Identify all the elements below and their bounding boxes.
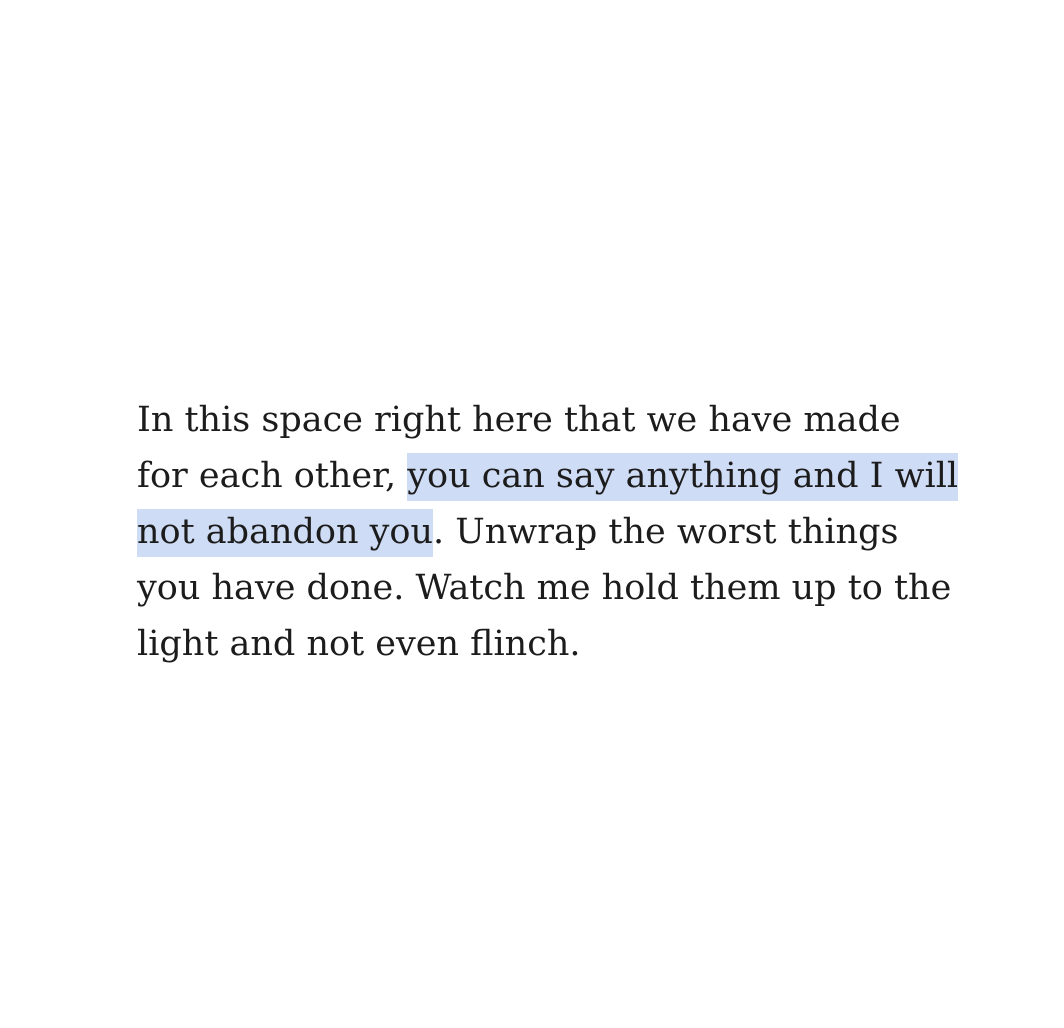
quote-line-1-text: In this space right here that we have made xyxy=(137,400,901,440)
quote-line-2-text: for each other, xyxy=(137,456,408,496)
quote-line-3 xyxy=(137,504,967,560)
highlighted-text-part-2[interactable]: not abandon you xyxy=(137,509,433,557)
quote-line-5 xyxy=(137,616,967,672)
quote-line-4 xyxy=(137,560,967,616)
quote-line-5-text: light and not even flinch. xyxy=(137,624,581,664)
quote-line-3-text: . Unwrap the worst things xyxy=(433,512,899,552)
quote-line-1 xyxy=(137,392,967,448)
highlighted-text-part-1[interactable]: you can say anything and I will xyxy=(407,453,958,501)
quote-line-2 xyxy=(137,448,967,504)
quote-line-4-text: you have done. Watch me hold them up to the xyxy=(137,568,952,608)
quote-text-block xyxy=(137,392,967,672)
